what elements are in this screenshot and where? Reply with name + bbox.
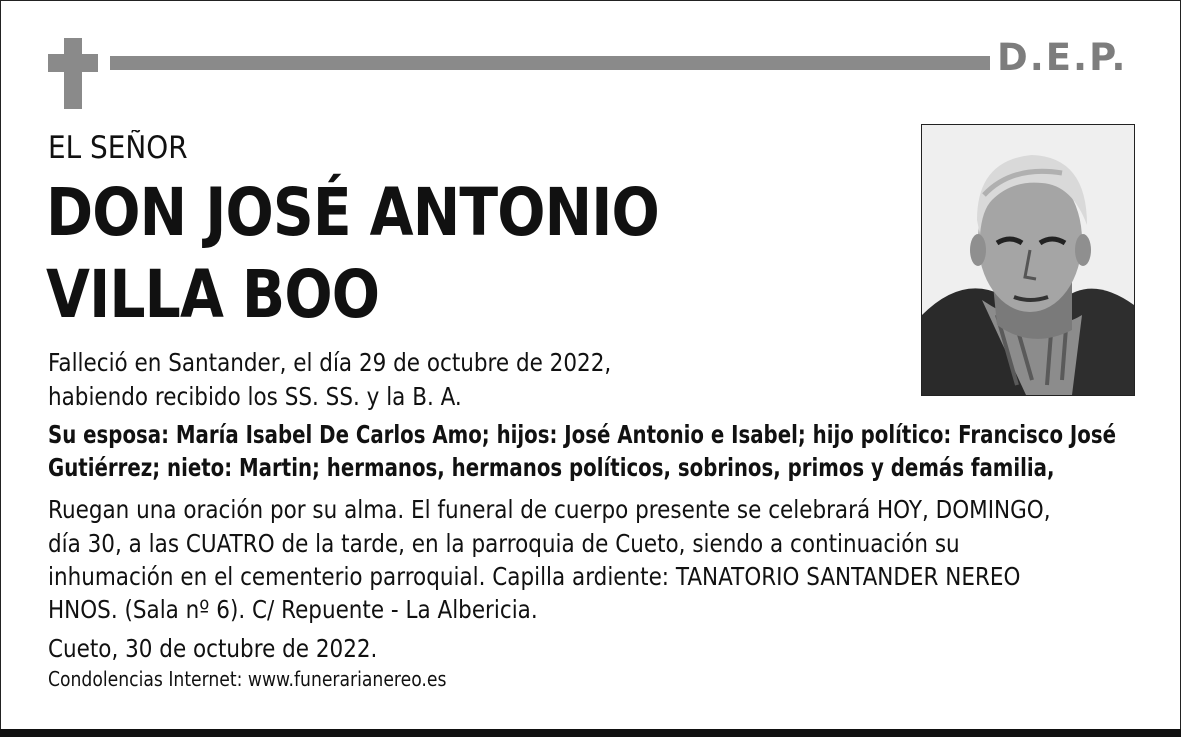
funeral-line-1: Ruegan una oración por su alma. El funeral de cuerpo presente se celebrará HOY, DOMINGO, [48, 495, 1051, 524]
deceased-name-line1: DON JOSÉ ANTONIO [46, 174, 659, 251]
death-line-1: Falleció en Santander, el día 29 de octubre de 2022, [48, 348, 612, 377]
funeral-line-3: inhumación en el cementerio parroquial. Capilla ardiente: TANATORIO SANTANDER NEREO [48, 562, 1021, 591]
honorific: EL SEÑOR [48, 130, 188, 166]
funeral-line-2: día 30, a las CUATRO de la tarde, en la parroquia de Cueto, siendo a continuación su [48, 529, 960, 558]
dep-label: D.E.P. [997, 36, 1128, 79]
family-line-2: Gutiérrez; nieto: Martin; hermanos, hermanos políticos, sobrinos, primos y demás familia, [48, 453, 1055, 482]
family-line-1: Su esposa: María Isabel De Carlos Amo; hijos: José Antonio e Isabel; hijo político: Francisco José [48, 420, 1116, 449]
header-rule [110, 56, 990, 70]
condolences-line: Condolencias Internet: www.funerarianereo.es [48, 667, 447, 691]
cross-icon-arm [48, 54, 98, 72]
cross-icon [64, 38, 82, 109]
portrait-photo [921, 124, 1135, 396]
deceased-name-line2: VILLA BOO [46, 256, 380, 333]
place-date: Cueto, 30 de octubre de 2022. [48, 634, 378, 663]
portrait-illustration [922, 125, 1134, 395]
bottom-border [0, 729, 1181, 737]
death-line-2: habiendo recibido los SS. SS. y la B. A. [48, 382, 462, 411]
funeral-line-4: HNOS. (Sala nº 6). C/ Repuente - La Albericia. [48, 595, 538, 624]
